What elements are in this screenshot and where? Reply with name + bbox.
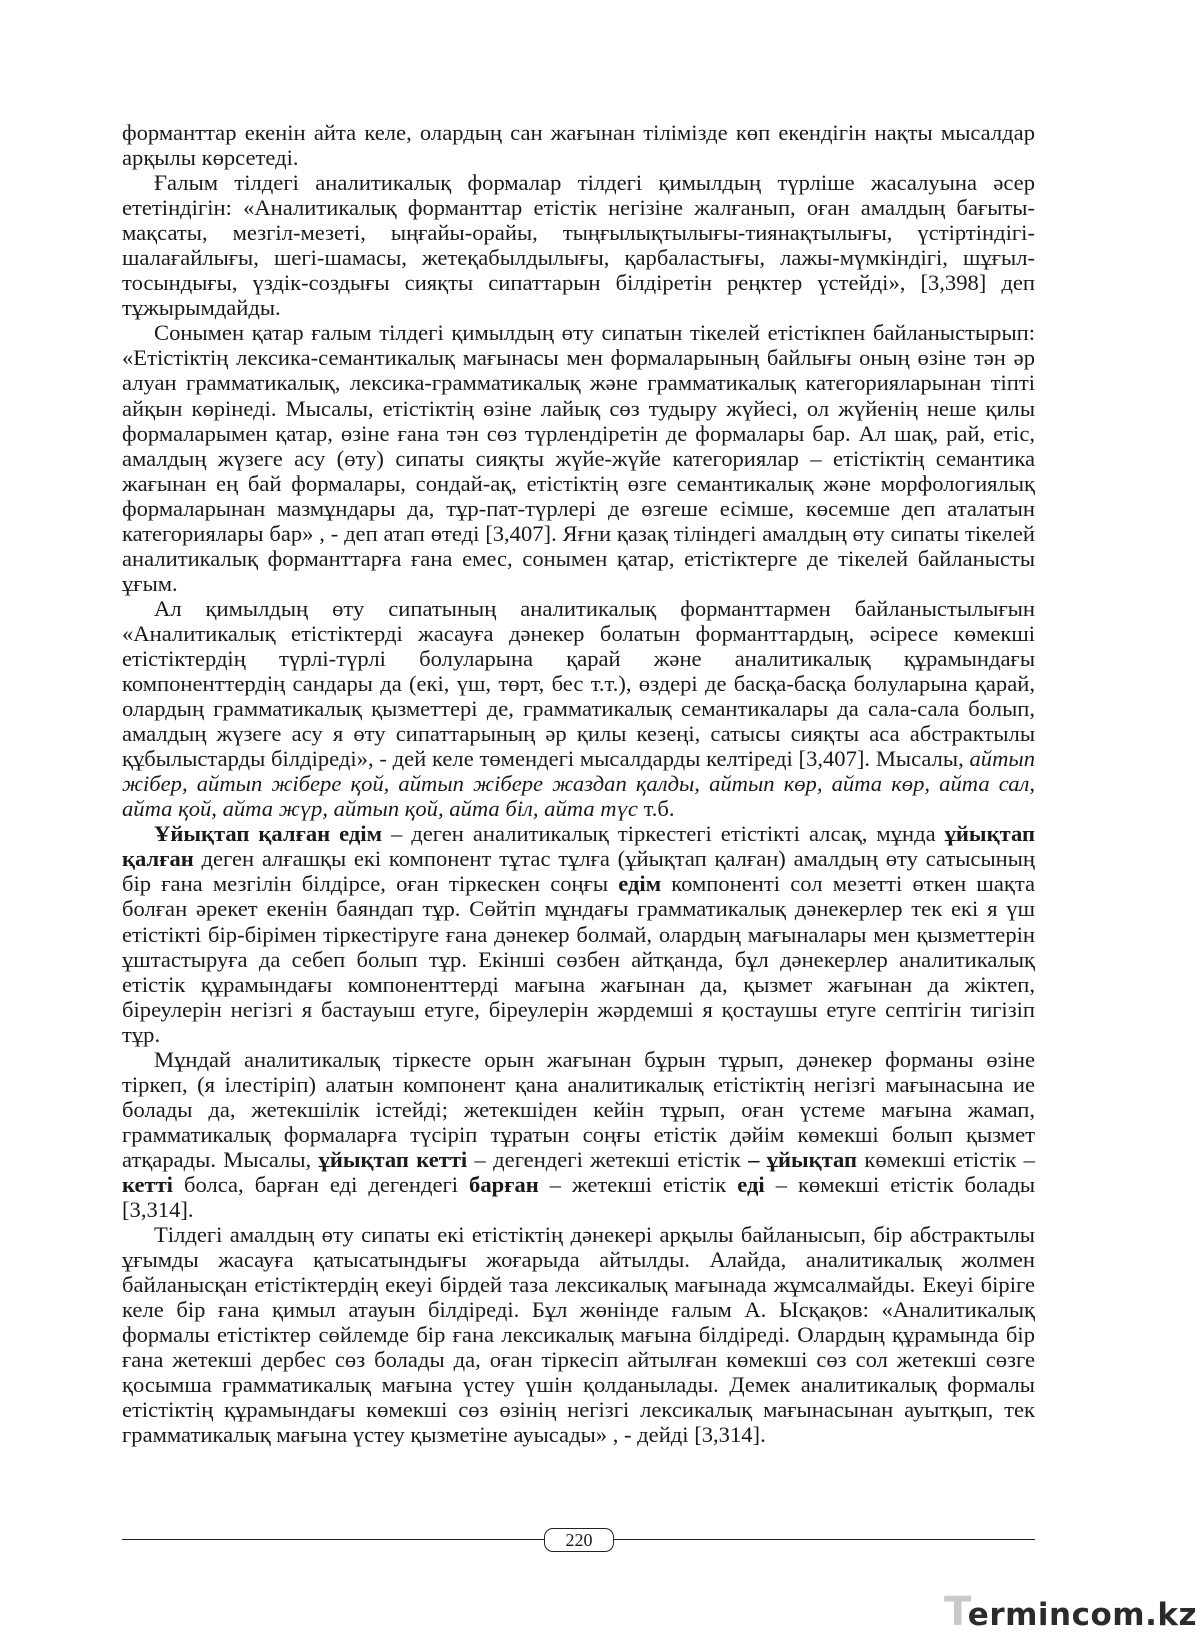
text-segment: – жетекші етістік: [538, 1171, 738, 1197]
document-body: [122, 120, 1035, 1447]
italic-text: айтып жібер, айтып жібере қой, айтып жібере жаздап қалды, айтып көр, айта көр, айта сал, айта қой, айта жүр, айтып қой, айта біл, айта түс: [122, 746, 1035, 822]
text-segment: – көмекші етістік болады [3,314].: [122, 1171, 1036, 1223]
text-segment: – дегендегі жетекші етістік: [467, 1146, 749, 1172]
text-segment: Ғалым тілдегі аналитикалық формалар тілдегі қимылдың түрліше жасалуына әсер ететіндігін: «Аналитикалық форманттар етістік негізіне жалғанып, оған амалдың бағыты-мақсаты, мезгіл-мезеті, ыңғайы-орайы, тыңғылықтылығы-тиянақтылығы, үстіртіндігі-шалағайлығы, шегі-шамасы, жетеқабылдылығы, қарбаластығы, лажы-мүмкіндігі, шұғыл-тосындығы, үздік-создығы сияқты сипаттарын білдіретін реңктер үстейді», [3,398] деп тұжырымдайды.: [122, 170, 1035, 321]
text-segment: т.б.: [637, 796, 675, 822]
text-segment: – деген аналитикалық тіркестегі етістікті алсақ, мұнда: [381, 821, 945, 847]
text-segment: Сонымен қатар ғалым тілдегі қимылдың өту сипатын тікелей етістікпен байланыстырып: «Етістіктің лексика-семантикалық мағынасы мен формаларының байлығы оның өзіне тән әр алуан грамматикалық, лексика-грамматикалық және грамматикалық категорияларынан тіпті айқын көрінеді. Мысалы, етістіктің өзіне лайық сөз тудыру жүйесі, ол жүйенің неше қилы формаларымен қатар, өзіне ғана тән сөз түрлендіретін де формалары бар. Ал шақ, рай, етіс, амалдың жүзеге асу (өту) сипаты сияқты жүйе-жүйе категориялар – етістіктің семантика жағынан ең бай формалары, сондай-ақ, етістіктің өзге семантикалық және морфологиялық формаларынан мазмұндары да, тұр-пат-түрлері де өзгеше есімше, көсемше деп аталатын категориялары бар» , - деп атап өтеді [3,407]. Яғни қазақ тіліндегі амалдың өту сипаты тікелей аналитикалық форманттарға ғана емес, сонымен қатар, етістіктерге де тікелей байланысты ұғым.: [122, 320, 1035, 596]
paragraph: [122, 170, 1035, 320]
paragraph: [122, 1222, 1035, 1447]
text-segment: Мұндай аналитикалық тіркесте орын жағынан бұрын тұрып, дәнекер форманы өзіне тіркеп, (я ілестіріп) алатын компонент қана аналитикалық етістіктің негізгі мағынасына ие болады да, жетекшілік істейді; жетекшіден кейін тұрып, оған үстеме мағына жамап, грамматикалық формаларға түсіріп тұратын соңғы етістік дәйім көмекші болып қызмет атқарады. Мысалы,: [122, 1046, 1035, 1172]
text-segment: деген алғашқы екі компонент тұтас тұлға (ұйықтап қалған) амалдың өту сатысының бір ғана мезгілін білдірсе, оған тіркескен соңғы: [122, 846, 1035, 897]
watermark-initial: T: [944, 1589, 972, 1635]
bold-text: ұйықтап қалған: [122, 821, 1035, 872]
bold-text: кетті: [122, 1171, 173, 1197]
paragraph: [122, 320, 1035, 596]
paragraph: [122, 120, 1035, 170]
watermark-rest: ermincom.kz: [967, 1597, 1197, 1633]
bold-text: едім: [618, 871, 662, 897]
text-segment: Ал қимылдың өту сипатының аналитикалық форманттармен байланыстылығын «Аналитикалық етістіктерді жасауға дәнекер болатын форманттардың, әсіресе көмекші етістіктердің түрлі-түрлі болуларына қарай және аналитикалық құрамындағы компоненттердің сандары да (екі, үш, төрт, бес т.т.), өздері де басқа-басқа болуларына қарай, олардың грамматикалық қызметтері де, грамматикалық семантикалары да сала-сала болып, амалдың жүзеге асу я өту сипаттарының әр қилы кезеңі, сатысы сияқты аса абстрактылы құбылыстарды білдіреді», - дей келе төмендегі мысалдарды келтіреді [3,407]. Мысалы,: [122, 595, 1035, 772]
bold-text: – ұйықтап: [748, 1146, 858, 1172]
paragraph: [122, 821, 1035, 1046]
text-segment: форманттар екенін айта келе, олардың сан жағынан тілімізде көп екендігін нақты мысалдар арқылы көрсетеді.: [122, 120, 1035, 171]
site-watermark: [944, 1589, 1197, 1635]
text-segment: Тілдегі амалдың өту сипаты екі етістіктің дәнекері арқылы байланысып, бір абстрактылы ұғымды жасауға қатысатындығы жоғарыда айтылды. Алайда, аналитикалық жолмен байланысқан етістіктердің екеуі бірдей таза лексикалық мағынада жұмсалмайды. Екеуі біріге келе бір ғана қимыл атауын білдіреді. Бұл жөнінде ғалым А. Ысқақов: «Аналитикалық формалы етістіктер сөйлемде бір ғана лексикалық мағына білдіреді. Олардың құрамында бір ғана жетекші дербес сөз болады да, оған тіркесіп айтылған көмекші сөз сол жетекші сөзге қосымша грамматикалық мағына үстеу үшін қолданылады. Демек аналитикалық формалы етістіктің құрамындағы көмекші сөз өзінің негізгі лексикалық мағынасынан ауытқып, тек грамматикалық мағына үстеу қызметіне ауысады» , - дейді [3,314].: [122, 1222, 1035, 1448]
bold-text: ұйықтап кетті: [318, 1146, 468, 1172]
text-segment: көмекші етістік –: [857, 1146, 1035, 1172]
text-segment: компоненті сол мезетті өткен шақта болған әрекет екенін баяндап тұр. Сөйтіп мұндағы грамматикалық дәнекерлер тек екі я үш етістікті бір-бірімен тіркестіруге ғана дәнекер болмай, олардың мағыналары мен қызметтерін ұштастыруға да себеп болып тұр. Екінші сөзбен айтқанда, бұл дәнекерлер аналитикалық етістік құрамындағы компоненттерді мағына жағынан да, қызмет жағынан да жіктеп, біреулерін негізгі я бастауыш етуге, біреулерін жәрдемші я қостаушы етуге септігін тигізіп тұр.: [122, 871, 1035, 1047]
paragraph: [122, 596, 1035, 821]
bold-text: Ұйықтап қалған едім: [154, 821, 382, 847]
text-segment: болса, барған еді дегендегі: [172, 1171, 470, 1197]
bold-text: еді: [737, 1171, 765, 1197]
bold-text: барған: [469, 1171, 539, 1197]
page-number: 220: [544, 1528, 614, 1552]
paragraph: [122, 1047, 1035, 1222]
